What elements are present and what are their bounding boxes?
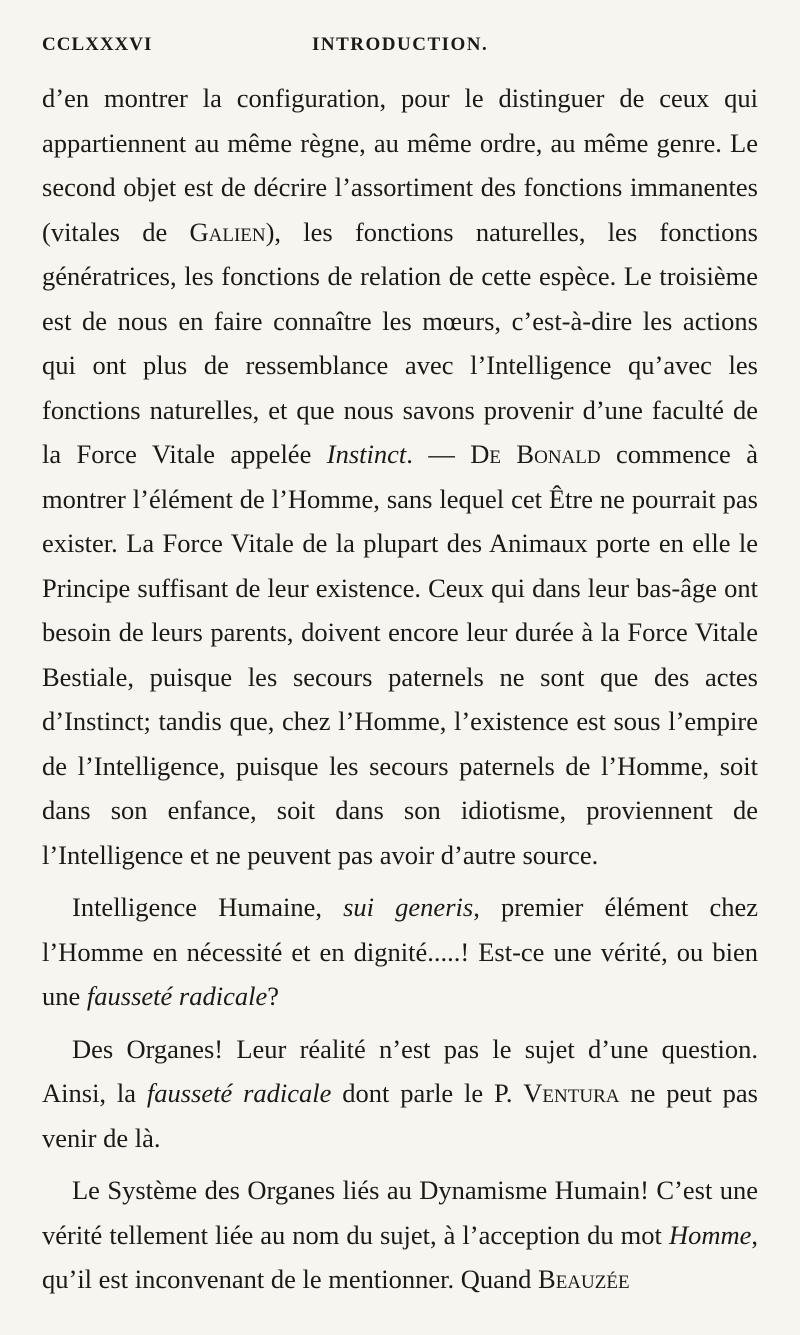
text-run: Le Système des Organes liés au Dynamisme Humain! C’est une vérité tellement liée au nom du sujet, à l’acception du mot [42,1175,758,1250]
text-run: commence à montrer l’élément de l’Homme, sans lequel cet Être ne pourrait pas exister. La Force Vitale de la plupart des Animaux porte en elle le Principe suffisant de leur existence. Ceux qui dans leur bas-âge ont besoin de leurs parents, doivent encore leur durée à la Force Vitale Bestiale, puisque les secours paternels ne sont que des actes d’Instinct; tandis que, chez l’Homme, l’existence est sous l’empire de l’Intelligence, puisque les secours paternels de l’Homme, soit dans son enfance, soit dans son idiotisme, proviennent de l’Intelligence et ne peuvent pas avoir d’autre source. [42,439,758,870]
text-run: , qu’il est inconvenant de le mentionner. Quand [42,1219,758,1294]
italic-text: Homme [668,1219,752,1250]
text-run: Des Organes! Leur réalité n’est pas le sujet d’une question. Ainsi, la [42,1033,758,1108]
text-run: d’en montrer la configuration, pour le distinguer de ceux qui appartiennent au même règne, au même ordre, au même genre. Le second objet est de décrire l’assortiment des fonctions immanentes (vitales de [42,83,758,247]
text-run: . — [406,439,471,469]
small-caps-name: Ventura [523,1078,620,1108]
small-caps-name: Beauzée [538,1264,630,1294]
running-title: INTRODUCTION. [312,34,489,55]
paragraph [42,76,758,877]
text-run: ne peut pas venir de là. [42,1078,758,1153]
page-number: CCLXXXVI [42,34,153,55]
text-run: ), les fonctions naturelles, les fonctions génératrices, les fonctions de relation de cette espèce. Le troisième est de nous en faire connaître les mœurs, c’est-à-dire les actions qui ont plus de ressemblance avec l’Intelligence qu’avec les fonctions naturelles, et que nous savons provenir d’une faculté de la Force Vitale appelée [42,216,758,469]
text-run: Intelligence Humaine, [72,892,344,922]
paragraph [42,885,758,1019]
text-run: ? [267,981,279,1011]
paragraph [42,1168,758,1302]
text-run: dont parle le P. [331,1078,524,1108]
small-caps-name: Galien [189,216,266,247]
italic-text: fausseté radicale [146,1078,332,1108]
body-text [42,76,758,1302]
italic-text: Instinct [326,439,407,469]
italic-text: fausseté radicale [86,981,268,1011]
paragraph [42,1027,758,1161]
running-head [42,34,758,64]
italic-text: sui generis [343,892,474,922]
text-run: , premier élément chez l’Homme en nécessité et en dignité.....! Est-ce une vérité, ou bien une [42,892,759,1011]
small-caps-name: De Bonald [470,439,601,469]
